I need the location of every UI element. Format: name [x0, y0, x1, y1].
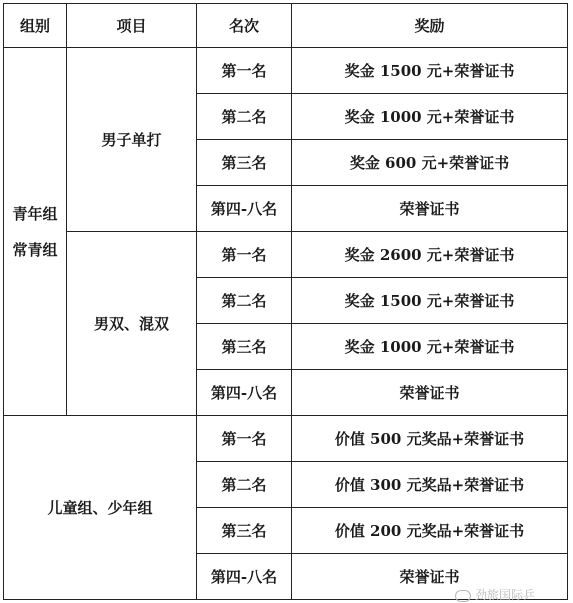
reward-cell: 价值 500 元奖品+荣誉证书 — [292, 416, 568, 462]
event-cell-mens-singles: 男子单打 — [67, 48, 197, 232]
header-event: 项目 — [67, 4, 197, 48]
reward-cell: 荣誉证书 — [292, 554, 568, 600]
header-reward: 奖励 — [292, 4, 568, 48]
reward-cell: 奖金 1000 元+荣誉证书 — [292, 94, 568, 140]
rank-cell: 第二名 — [197, 462, 292, 508]
header-group: 组别 — [4, 4, 67, 48]
group-name-line: 常青组 — [12, 240, 58, 259]
wechat-icon — [455, 590, 471, 602]
rank-cell: 第四-八名 — [197, 186, 292, 232]
rank-cell: 第三名 — [197, 324, 292, 370]
rank-cell: 第二名 — [197, 94, 292, 140]
reward-cell: 价值 300 元奖品+荣誉证书 — [292, 462, 568, 508]
reward-cell: 奖金 1500 元+荣誉证书 — [292, 48, 568, 94]
reward-cell: 奖金 1500 元+荣誉证书 — [292, 278, 568, 324]
rank-cell: 第四-八名 — [197, 370, 292, 416]
rank-cell: 第三名 — [197, 140, 292, 186]
watermark-text: 劲旅国际乒 — [475, 588, 536, 602]
event-cell-doubles: 男双、混双 — [67, 232, 197, 416]
watermark — [455, 586, 535, 603]
header-row — [4, 4, 568, 48]
reward-cell: 荣誉证书 — [292, 186, 568, 232]
table-row — [4, 416, 568, 462]
rank-cell: 第二名 — [197, 278, 292, 324]
prize-table — [3, 3, 568, 600]
reward-cell: 荣誉证书 — [292, 370, 568, 416]
reward-cell: 奖金 600 元+荣誉证书 — [292, 140, 568, 186]
rank-cell: 第一名 — [197, 416, 292, 462]
header-rank: 名次 — [197, 4, 292, 48]
rank-cell: 第一名 — [197, 232, 292, 278]
rank-cell: 第三名 — [197, 508, 292, 554]
group-cell-youth — [4, 48, 67, 416]
group-name-line: 青年组 — [12, 204, 58, 223]
reward-cell: 奖金 1000 元+荣誉证书 — [292, 324, 568, 370]
table-row — [4, 232, 568, 278]
table-row — [4, 48, 568, 94]
rank-cell: 第四-八名 — [197, 554, 292, 600]
group-cell-junior: 儿童组、少年组 — [4, 416, 197, 600]
rank-cell: 第一名 — [197, 48, 292, 94]
reward-cell: 奖金 2600 元+荣誉证书 — [292, 232, 568, 278]
reward-cell: 价值 200 元奖品+荣誉证书 — [292, 508, 568, 554]
